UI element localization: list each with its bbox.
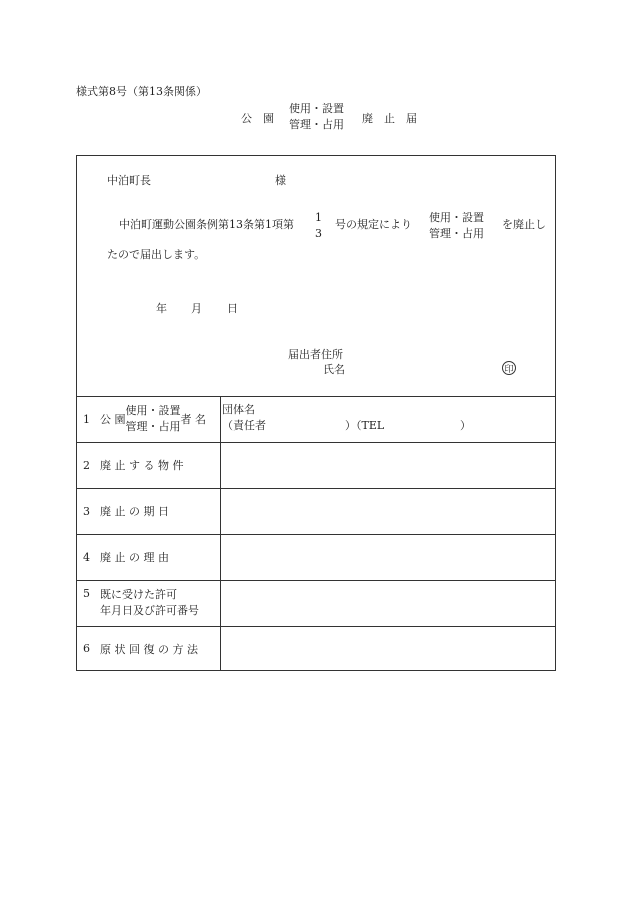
title-options: [289, 101, 344, 133]
row4-label: [77, 534, 220, 580]
date-month: 月: [191, 302, 202, 315]
addressee-honorific: 様: [275, 174, 286, 187]
title-option-top: 使用・設置: [289, 102, 344, 115]
row5-text: [100, 587, 199, 619]
prior-permit-field[interactable]: [220, 581, 556, 626]
body-text-part3: を廃止し: [502, 218, 546, 231]
row1-prefix: 公 園: [100, 413, 126, 426]
abolished-property-field[interactable]: [220, 443, 556, 488]
applicant-address-label: 届出者住所: [288, 348, 343, 361]
form-table: [76, 155, 556, 671]
org-name-label: 団体名: [222, 403, 255, 416]
title-option-bottom: 管理・占用: [289, 118, 344, 131]
tel-label: ）（TEL: [345, 419, 385, 432]
body-text-line2: たので届出します。: [107, 248, 206, 261]
body-item-bottom: 3: [315, 227, 322, 240]
row6-text: 原 状 回 復 の 方 法: [100, 642, 198, 656]
tel-close: ）: [460, 419, 471, 432]
row1-option-top: 使用・設置: [125, 404, 181, 417]
row3-text: 廃 止 の 期 日: [100, 505, 169, 518]
row2-label: [77, 442, 220, 488]
row3-number: 3: [83, 504, 90, 518]
body-option-top: 使用・設置: [429, 211, 484, 224]
date-day: 日: [227, 302, 238, 315]
row5-text-line1: 既に受けた許可: [100, 588, 177, 601]
row6-label: [77, 626, 220, 671]
body-option-bottom: 管理・占用: [429, 227, 484, 240]
row1-number: 1: [83, 412, 90, 426]
form-number: 様式第8号（第13条関係）: [76, 85, 207, 98]
row4-text: 廃 止 の 理 由: [100, 551, 169, 564]
title-prefix: 公 園: [241, 112, 274, 125]
row1-suffix: 者 名: [180, 413, 206, 426]
abolish-reason-field[interactable]: [220, 535, 556, 580]
row5-number: 5: [83, 587, 90, 600]
row1-label: [77, 396, 220, 442]
row3-label: [77, 488, 220, 534]
seal-mark: 印: [502, 361, 516, 375]
row2-number: 2: [83, 458, 90, 472]
row5-label: [77, 580, 220, 626]
date-year: 年: [156, 302, 167, 315]
row4-number: 4: [83, 550, 90, 564]
body-text-part2: 号の規定により: [335, 218, 412, 231]
row1-options: [126, 403, 181, 435]
body-text-part1: 中泊町運動公園条例第13条第1項第: [119, 218, 294, 231]
restoration-method-field[interactable]: [220, 627, 556, 671]
responsible-person-label: （責任者: [222, 419, 266, 432]
row2-text: 廃 止 す る 物 件: [100, 459, 184, 472]
row6-number: 6: [83, 642, 90, 655]
abolish-date-field[interactable]: [220, 489, 556, 534]
title-suffix: 廃 止 届: [362, 112, 417, 125]
body-item-numbers: [315, 210, 322, 242]
body-options: [429, 210, 484, 242]
row1-option-bottom: 管理・占用: [125, 420, 181, 433]
body-item-top: 1: [315, 211, 322, 224]
row5-text-line2: 年月日及び許可番号: [100, 604, 199, 617]
addressee-name: 中泊町長: [107, 174, 151, 187]
applicant-name-label: 氏名: [323, 363, 345, 376]
